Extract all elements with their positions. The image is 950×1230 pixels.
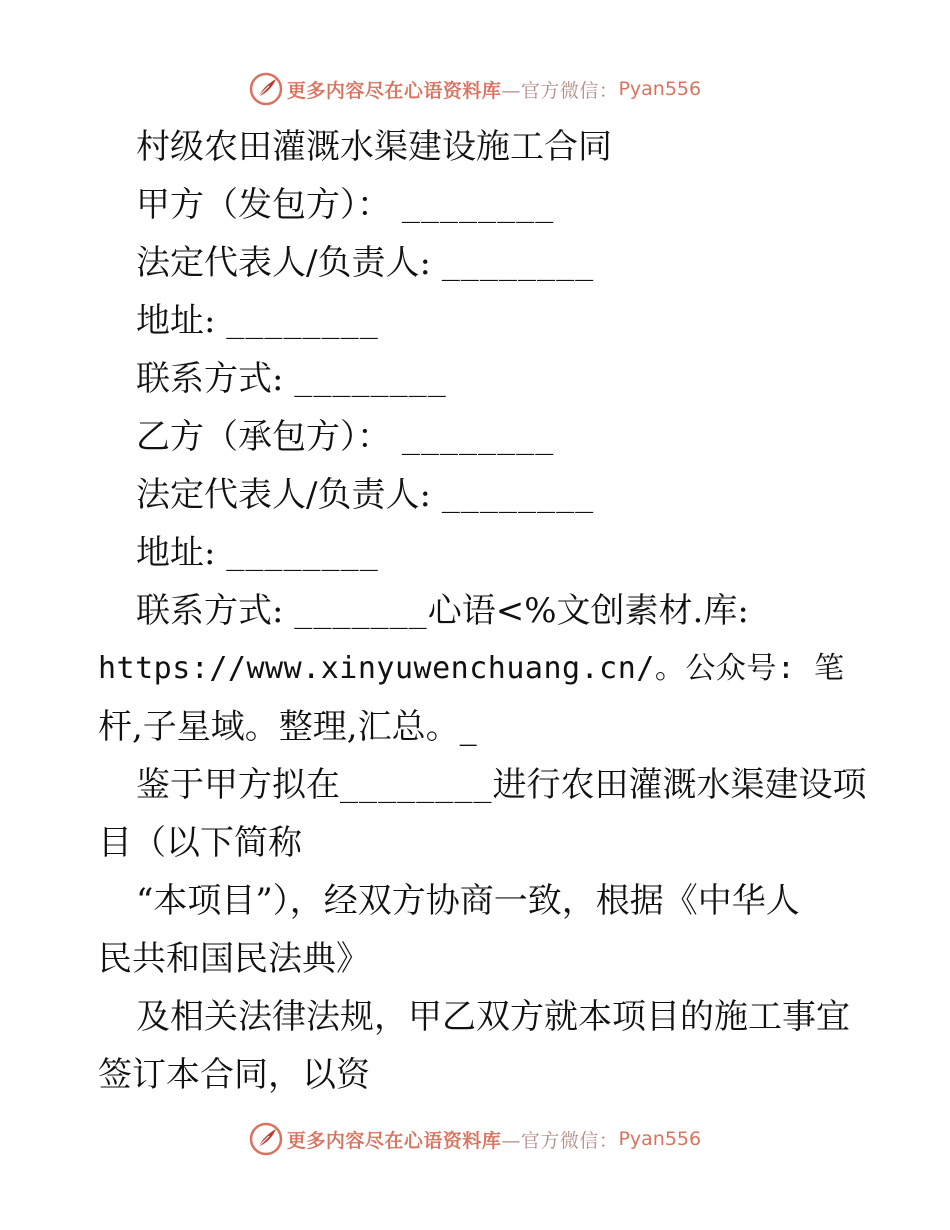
feather-pen-logo-icon	[249, 1122, 283, 1156]
party-b-blank: ________	[401, 421, 555, 456]
feather-pen-logo-icon	[249, 72, 283, 106]
party-a-rep-label: 法定代表人/负责人:	[136, 243, 431, 283]
party-b-line	[98, 408, 858, 466]
url-text: https://www.xinyuwenchuang.cn/。公众号: 笔	[98, 651, 845, 686]
paragraph-1-blank: ________	[340, 769, 493, 804]
party-b-label: 乙方（承包方）：	[136, 417, 391, 457]
contract-body	[98, 118, 867, 1104]
party-a-blank: ________	[401, 189, 555, 224]
party-a-address-line	[98, 292, 858, 350]
watermark-text: 更多内容尽在心语资料库	[286, 79, 502, 102]
paragraph-3-line-2	[98, 1046, 858, 1104]
watermark-separator: —官方微信：	[501, 79, 619, 102]
footer-watermark	[0, 1122, 950, 1156]
paragraph-1-text-b: 进行农田灌溉水渠建设项	[492, 765, 867, 805]
party-b-address-blank: ________	[226, 537, 379, 572]
party-a-contact-label: 联系方式:	[136, 359, 284, 399]
paragraph-1-line-1	[98, 756, 867, 814]
paragraph-3-text-b: 签订本合同，以资	[98, 1055, 370, 1095]
party-a-contact-line	[98, 350, 858, 408]
paragraph-2-line-1	[98, 872, 858, 930]
watermark-wechat-id: Pyan556	[618, 78, 702, 100]
party-a-label: 甲方（发包方）：	[136, 185, 391, 225]
party-b-rep-label: 法定代表人/负责人:	[136, 475, 431, 515]
party-a-address-blank: ________	[226, 305, 379, 340]
contract-title-text: 村级农田灌溉水渠建设施工合同	[136, 127, 612, 167]
party-b-contact-label: 联系方式:	[136, 591, 284, 631]
party-a-address-label: 地址:	[136, 301, 216, 341]
url-line-2	[98, 698, 858, 756]
paragraph-1-text-a: 鉴于甲方拟在	[136, 765, 340, 805]
url-line	[98, 640, 858, 698]
paragraph-1-line-2	[98, 814, 858, 872]
party-a-line	[98, 176, 858, 234]
party-b-rep-line	[98, 466, 858, 524]
paragraph-2-text-b: 民共和国民法典》	[98, 939, 370, 979]
paragraph-3-text-a: 及相关法律法规，甲乙双方就本项目的施工事宜	[136, 997, 850, 1037]
party-a-rep-line	[98, 234, 858, 292]
watermark-separator: —官方微信：	[501, 1129, 619, 1152]
contract-title	[98, 118, 858, 176]
paragraph-3-line-1	[98, 988, 858, 1046]
party-a-rep-blank: ________	[441, 247, 595, 282]
party-b-address-line	[98, 524, 858, 582]
party-b-contact-tail: 心语<%文创素材.库:	[427, 591, 749, 631]
url-text-2: 杆,子星域。整理,汇总。_	[98, 707, 477, 747]
paragraph-2-text-a: “本项目”），经双方协商一致，根据《中华人	[136, 881, 800, 921]
party-b-contact-blank: _______	[294, 595, 428, 630]
header-watermark	[0, 72, 950, 106]
watermark-wechat-id: Pyan556	[618, 1128, 702, 1150]
party-b-address-label: 地址:	[136, 533, 216, 573]
watermark-text: 更多内容尽在心语资料库	[286, 1129, 502, 1152]
party-b-contact-line	[98, 582, 858, 640]
paragraph-1-text-c: 目（以下简称	[98, 823, 302, 863]
party-b-rep-blank: ________	[441, 479, 595, 514]
party-a-contact-blank: ________	[294, 363, 447, 398]
paragraph-2-line-2	[98, 930, 858, 988]
